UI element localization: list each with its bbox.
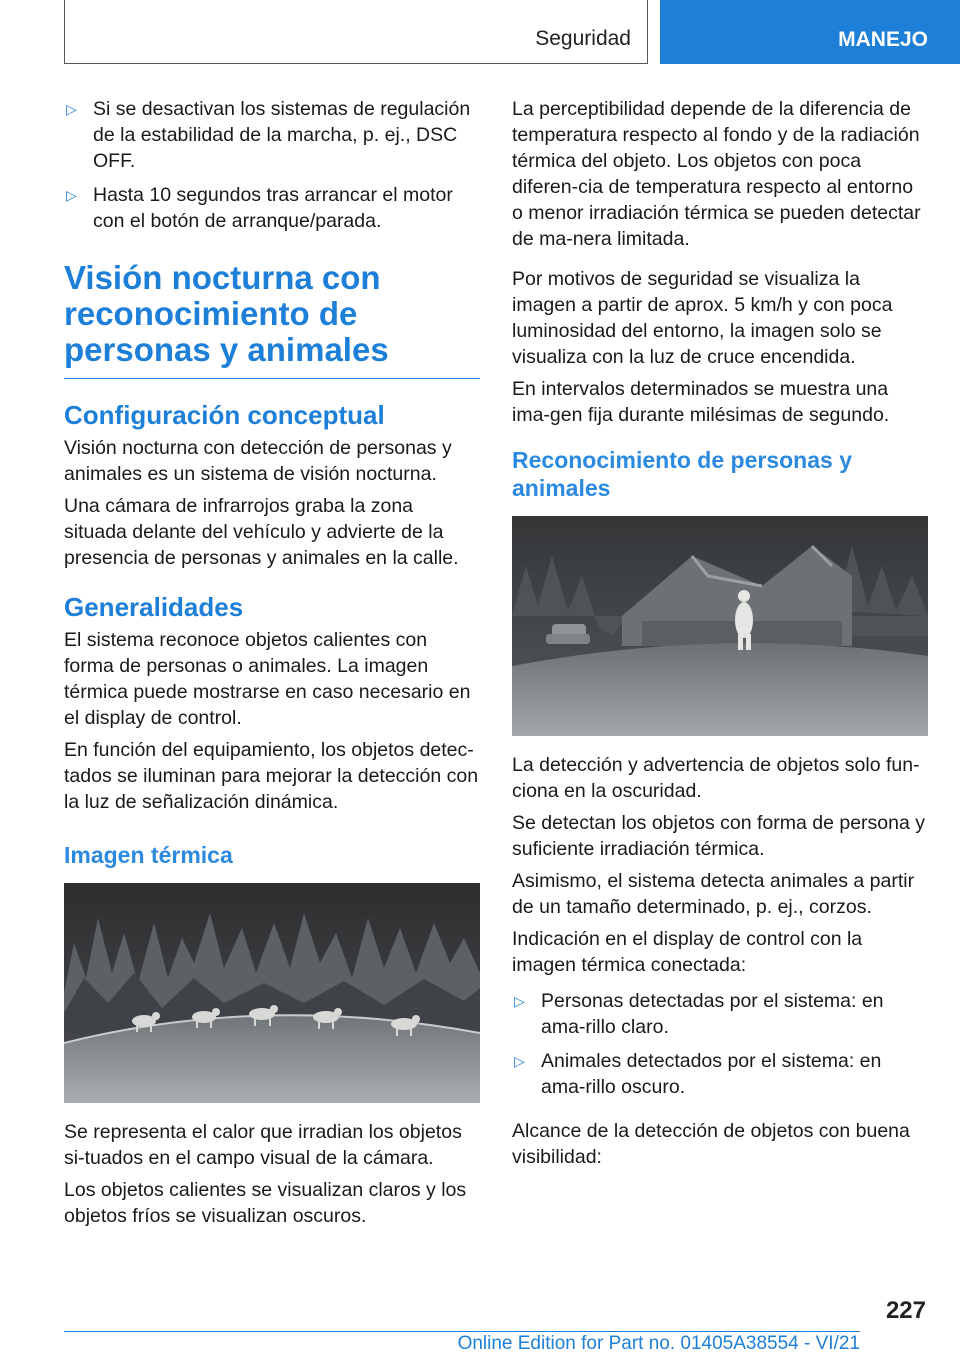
thermal-paragraph: Se representa el calor que irradian los objetos si‐tuados en el campo visual de la cámara. xyxy=(64,1121,462,1169)
paragraph: La perceptibilidad depende de la diferencia de temperatura respecto al fondo y de la radiación térmica del objeto. Los objetos con poca diferen‐cia de temperatura respecto al entorno o menor irradiación térmica se pueden detectar de ma‐nera limitada. xyxy=(512,98,921,250)
concept-paragraph: Visión nocturna con detección de personas y animales es un sistema de visión nocturna. xyxy=(64,437,452,485)
page-number: 227 xyxy=(885,1297,926,1324)
recognition-heading: Reconocimiento de personas y animales xyxy=(512,447,852,501)
paragraph: Asimismo, el sistema detecta animales a partir de un tamaño determinado, p. ej., corzos. xyxy=(512,870,915,918)
thermal-pedestrian-image xyxy=(512,516,928,736)
general-paragraph: El sistema reconoce objetos calientes con forma de personas o animales. La imagen térmica puede mostrarse en caso necesario en el display de control. xyxy=(64,629,471,729)
left-column xyxy=(64,96,480,1235)
general-heading: Generalidades xyxy=(64,592,244,622)
right-column xyxy=(512,96,928,1176)
triangle-right-icon: ▷ xyxy=(514,1053,525,1069)
header-chapter-tab[interactable]: MANEJO xyxy=(660,0,960,64)
thermal-heading: Imagen térmica xyxy=(64,842,233,868)
list-item: ▷ Personas detectadas por el sistema: en ama‐rillo claro. xyxy=(514,990,884,1038)
list-item: ▷ Si se desactivan los sistemas de regulación de la estabilidad de la marcha, p. ej., DSC OFF. xyxy=(66,98,471,172)
thermal-paragraph: Los objetos calientes se visualizan claros y los objetos fríos se visualizan oscuros. xyxy=(64,1179,467,1227)
header-section-title: Seguridad xyxy=(535,27,631,50)
triangle-right-icon: ▷ xyxy=(66,187,77,203)
triangle-right-icon: ▷ xyxy=(514,993,525,1009)
concept-paragraph: Una cámara de infrarrojos graba la zona situada delante del vehículo y advierte de la presencia de personas y animales en la calle. xyxy=(64,495,459,569)
concept-heading: Configuración conceptual xyxy=(64,400,385,430)
paragraph: En intervalos determinados se muestra una ima‐gen fija durante milésimas de segundo. xyxy=(512,378,890,426)
main-heading: Visión nocturna con reconocimiento de personas y animales xyxy=(64,260,480,379)
thermal-animals-image xyxy=(64,883,480,1103)
paragraph: Se detectan los objetos con forma de persona y suficiente irradiación térmica. xyxy=(512,812,926,860)
paragraph: Alcance de la detección de objetos con buena visibilidad: xyxy=(512,1120,910,1168)
list-item: ▷ Animales detectados por el sistema: en ama‐rillo oscuro. xyxy=(514,1050,882,1098)
list-item: ▷ Hasta 10 segundos tras arrancar el motor con el botón de arranque/parada. xyxy=(66,184,453,232)
paragraph: La detección y advertencia de objetos solo fun‐ciona en la oscuridad. xyxy=(512,754,920,802)
triangle-right-icon: ▷ xyxy=(66,101,77,117)
paragraph: Indicación en el display de control con la imagen térmica conectada: xyxy=(512,928,863,976)
header-section-box xyxy=(64,0,648,64)
paragraph: Por motivos de seguridad se visualiza la imagen a partir de aprox. 5 km/h y con poca luminosidad del entorno, la imagen solo se visualiza con la luz de cruce encendida. xyxy=(512,268,893,368)
footer-edition: Online Edition for Part no. 01405A38554 - VI/21 xyxy=(457,1333,860,1354)
footer-divider xyxy=(64,1331,860,1332)
general-paragraph: En función del equipamiento, los objetos detec‐tados se iluminan para mejorar la detección con la luz de señalización dinámica. xyxy=(64,739,479,813)
